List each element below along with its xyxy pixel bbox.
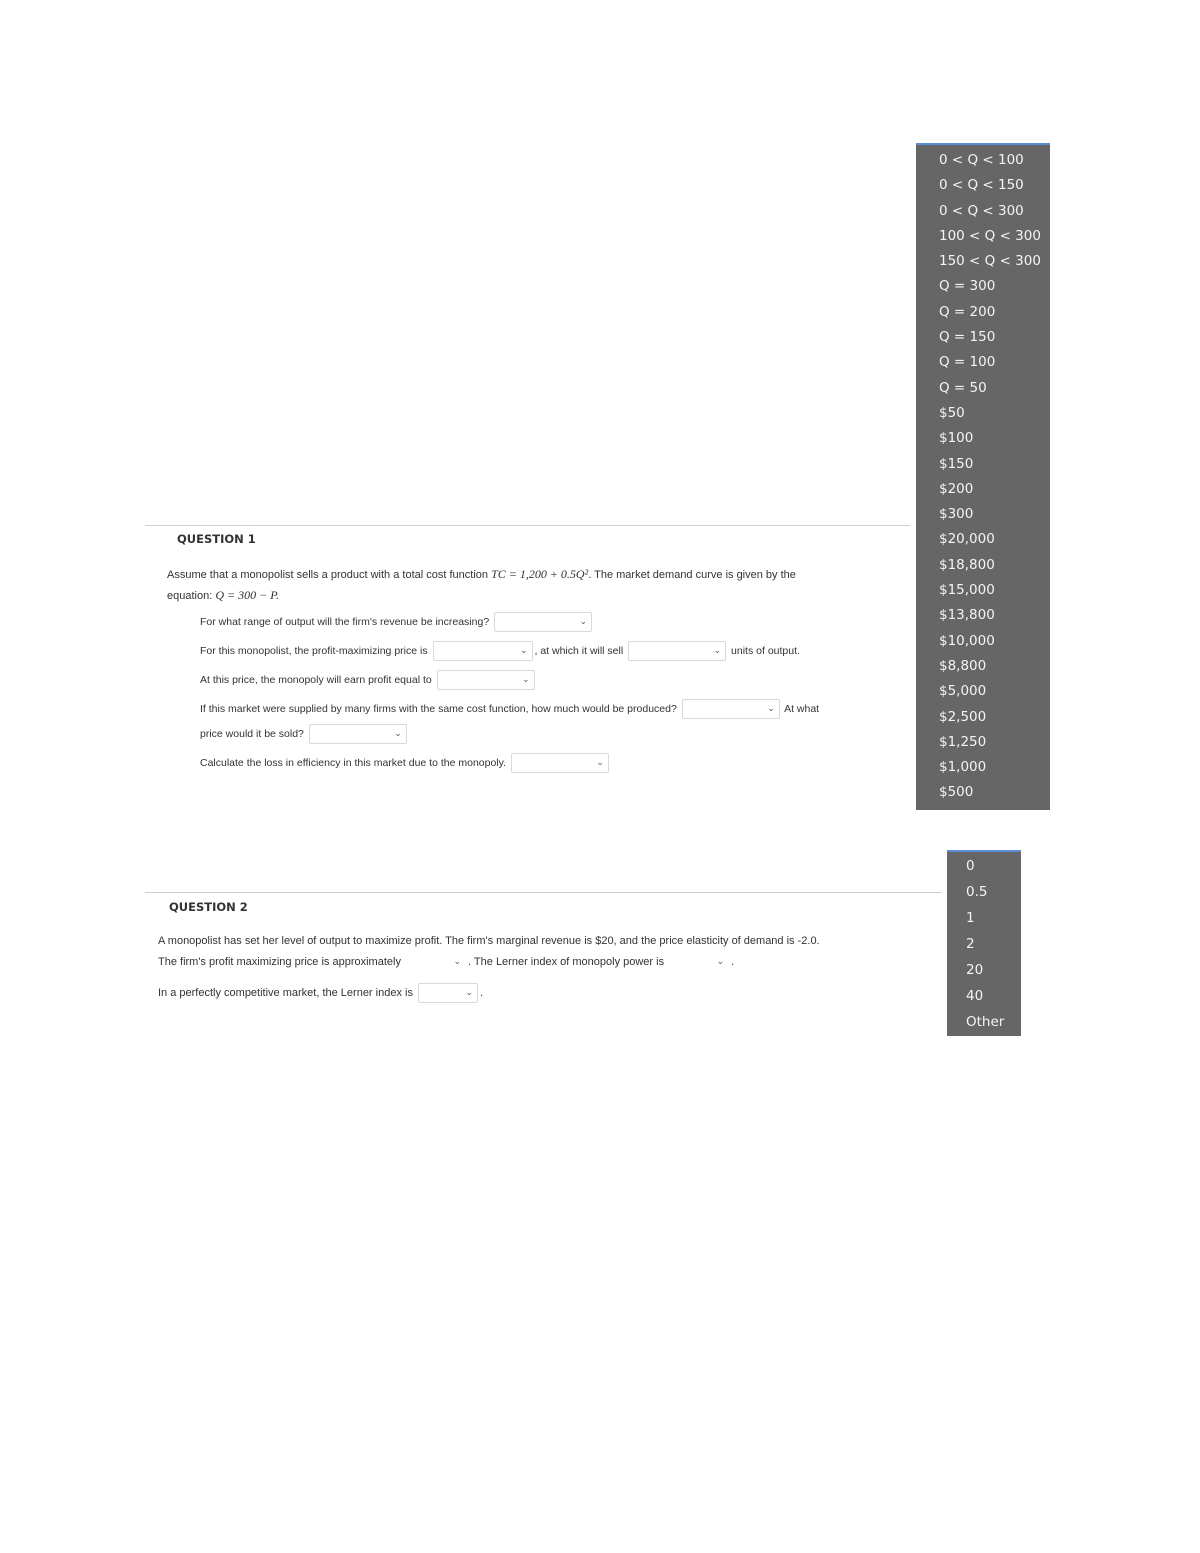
dropdown-option[interactable]: $1,250	[939, 733, 987, 750]
q1-price-row	[200, 640, 800, 662]
options-dropdown-list-2	[947, 850, 1021, 1036]
chevron-down-icon: ⌄	[713, 646, 722, 657]
question1-heading: QUESTION 1	[177, 532, 256, 546]
q2-price-text: The firm's profit maximizing price is approximately	[158, 956, 401, 968]
chevron-down-icon: ⌄	[579, 617, 588, 628]
revenue-range-select[interactable]	[494, 612, 592, 632]
units-sold-select[interactable]	[628, 641, 726, 661]
dropdown-option[interactable]: 0 < Q < 150	[939, 177, 1024, 194]
question2-divider	[145, 892, 942, 893]
q1-price-sold-row	[200, 723, 409, 745]
dropdown-option[interactable]: 40	[966, 988, 984, 1004]
q2-price-select[interactable]	[406, 952, 466, 972]
efficiency-loss-select[interactable]	[511, 753, 609, 773]
profit-max-price-select[interactable]	[433, 641, 533, 661]
q1-profit-row	[200, 669, 537, 691]
dropdown-option[interactable]: 0	[966, 858, 975, 874]
q1-many-firms-tail-text: At what	[784, 703, 820, 715]
q1-loss-text: Calculate the loss in efficiency in this market due to the monopoly.	[200, 757, 507, 769]
q1-revenue-row	[200, 611, 594, 633]
dropdown-option[interactable]: 20	[966, 962, 984, 978]
chevron-down-icon: ⌄	[767, 704, 775, 715]
q2-competitive-text: In a perfectly competitive market, the Lerner index is	[158, 987, 413, 999]
q2-line1: A monopolist has set her level of output to maximize profit. The firm's marginal revenue is $20, and the price elasticity of demand is -2.0.	[158, 935, 820, 947]
chevron-down-icon: ⌄	[453, 957, 462, 968]
dropdown-option[interactable]: $15,000	[939, 582, 995, 599]
dropdown-option[interactable]: Q = 50	[939, 379, 987, 396]
question2-heading: QUESTION 2	[169, 900, 248, 914]
q1-many-firms-text: If this market were supplied by many firms with the same cost function, how much would be produced?	[200, 703, 677, 715]
dropdown-option[interactable]: $300	[939, 506, 974, 523]
dropdown-option[interactable]: 0.5	[966, 884, 988, 900]
q2-competitive-lerner-select[interactable]	[418, 983, 478, 1003]
dropdown-option[interactable]: 150 < Q < 300	[939, 253, 1041, 270]
dropdown-option[interactable]: 1	[966, 910, 975, 926]
dropdown-option[interactable]: $1,000	[939, 759, 987, 776]
dropdown-option[interactable]: $100	[939, 430, 974, 447]
dropdown-option[interactable]: $200	[939, 480, 974, 497]
profit-select[interactable]	[437, 670, 535, 690]
demand-formula: Q = 300 − P.	[215, 588, 279, 602]
dropdown-option[interactable]: Q = 100	[939, 354, 996, 371]
total-cost-formula: TC = 1,200 + 0.5Q²	[491, 567, 589, 581]
q2-lerner-select[interactable]	[669, 952, 729, 972]
q1-price-text: For this monopolist, the profit-maximizing price is	[200, 645, 428, 657]
dropdown-option[interactable]: $50	[939, 404, 965, 421]
dropdown-option[interactable]: $5,000	[939, 683, 987, 700]
q1-price-suffix-text: units of output.	[731, 645, 800, 657]
q1-price-sold-text: price would it be sold?	[200, 728, 304, 740]
intro-text-3: equation:	[167, 590, 213, 602]
dropdown-option[interactable]: $500	[939, 784, 974, 801]
question1-intro	[167, 564, 867, 606]
q1-profit-text: At this price, the monopoly will earn profit equal to	[200, 674, 432, 686]
competitive-quantity-select[interactable]	[682, 699, 780, 719]
dropdown-option[interactable]: $150	[939, 455, 974, 472]
dropdown-option[interactable]: Q = 200	[939, 303, 996, 320]
dropdown-option[interactable]: $13,800	[939, 607, 995, 624]
dropdown-option[interactable]: Other	[966, 1014, 1005, 1030]
competitive-price-select[interactable]	[309, 724, 407, 744]
dropdown-option[interactable]: Q = 300	[939, 278, 996, 295]
q2-line3	[158, 982, 483, 1004]
chevron-down-icon: ⌄	[519, 646, 528, 657]
q1-many-firms-row	[200, 698, 819, 720]
chevron-down-icon: ⌄	[465, 988, 474, 999]
chevron-down-icon: ⌄	[394, 729, 402, 740]
dropdown-option[interactable]: $18,800	[939, 556, 995, 573]
dropdown-option[interactable]: $20,000	[939, 531, 995, 548]
question1-divider	[145, 525, 910, 526]
q2-line2-end: .	[731, 956, 735, 968]
options-dropdown-list-1	[916, 143, 1050, 810]
q2-line3-end: .	[480, 987, 484, 999]
dropdown-option[interactable]: $2,500	[939, 708, 987, 725]
dropdown-option[interactable]: 100 < Q < 300	[939, 227, 1041, 244]
intro-text-1: Assume that a monopolist sells a product with a total cost function	[167, 569, 488, 581]
dropdown-option[interactable]: Q = 150	[939, 329, 996, 346]
chevron-down-icon: ⌄	[716, 957, 725, 968]
q1-loss-row	[200, 752, 611, 774]
dropdown-option[interactable]: $10,000	[939, 632, 995, 649]
intro-text-2: . The market demand curve is given by the	[588, 569, 796, 581]
dropdown-option[interactable]: $8,800	[939, 657, 987, 674]
q1-revenue-text: For what range of output will the firm's revenue be increasing?	[200, 616, 490, 628]
chevron-down-icon: ⌄	[522, 675, 530, 686]
dropdown-option[interactable]: 2	[966, 936, 975, 952]
q2-lerner-text: . The Lerner index of monopoly power is	[468, 956, 665, 968]
q1-price-mid-text: , at which it will sell	[534, 645, 624, 657]
q2-line2	[158, 951, 734, 973]
dropdown-option[interactable]: 0 < Q < 100	[939, 152, 1024, 168]
chevron-down-icon: ⌄	[596, 758, 604, 769]
dropdown-option[interactable]: 0 < Q < 300	[939, 202, 1024, 219]
